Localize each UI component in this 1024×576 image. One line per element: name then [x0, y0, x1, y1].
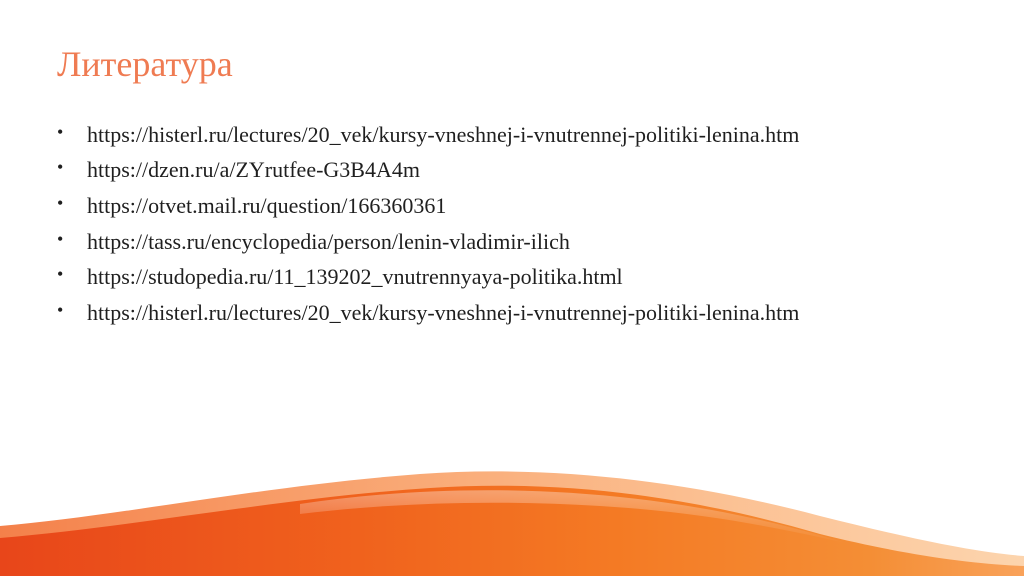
list-item-text: https://histerl.ru/lectures/20_vek/kursy-vneshnej-i-vnutrennej-politiki-lenina.htm [87, 121, 800, 147]
bullet-icon: • [57, 264, 64, 285]
decorative-orange-wave [0, 456, 1024, 576]
slide-title: Литература [57, 44, 233, 84]
list-item-text: https://tass.ru/encyclopedia/person/lenin-vladimir-ilich [87, 228, 570, 254]
bullet-icon: • [57, 228, 64, 249]
bullet-icon: • [57, 299, 64, 320]
list-item-text: https://histerl.ru/lectures/20_vek/kursy-vneshnej-i-vnutrennej-politiki-lenina.htm [87, 299, 800, 325]
list-item-text: https://otvet.mail.ru/question/166360361 [87, 192, 447, 218]
list-item [57, 295, 997, 331]
list-item [57, 153, 997, 189]
list-item [57, 224, 997, 260]
bullet-list [57, 117, 997, 331]
list-item-text: https://dzen.ru/a/ZYrutfee-G3B4A4m [87, 157, 420, 183]
list-item [57, 188, 997, 224]
bullet-icon: • [57, 192, 64, 213]
bullet-icon: • [57, 157, 64, 178]
list-item-text: https://studopedia.ru/11_139202_vnutrennyaya-politika.html [87, 264, 623, 290]
list-item [57, 259, 997, 295]
list-item [57, 117, 997, 153]
bullet-icon: • [57, 121, 64, 142]
